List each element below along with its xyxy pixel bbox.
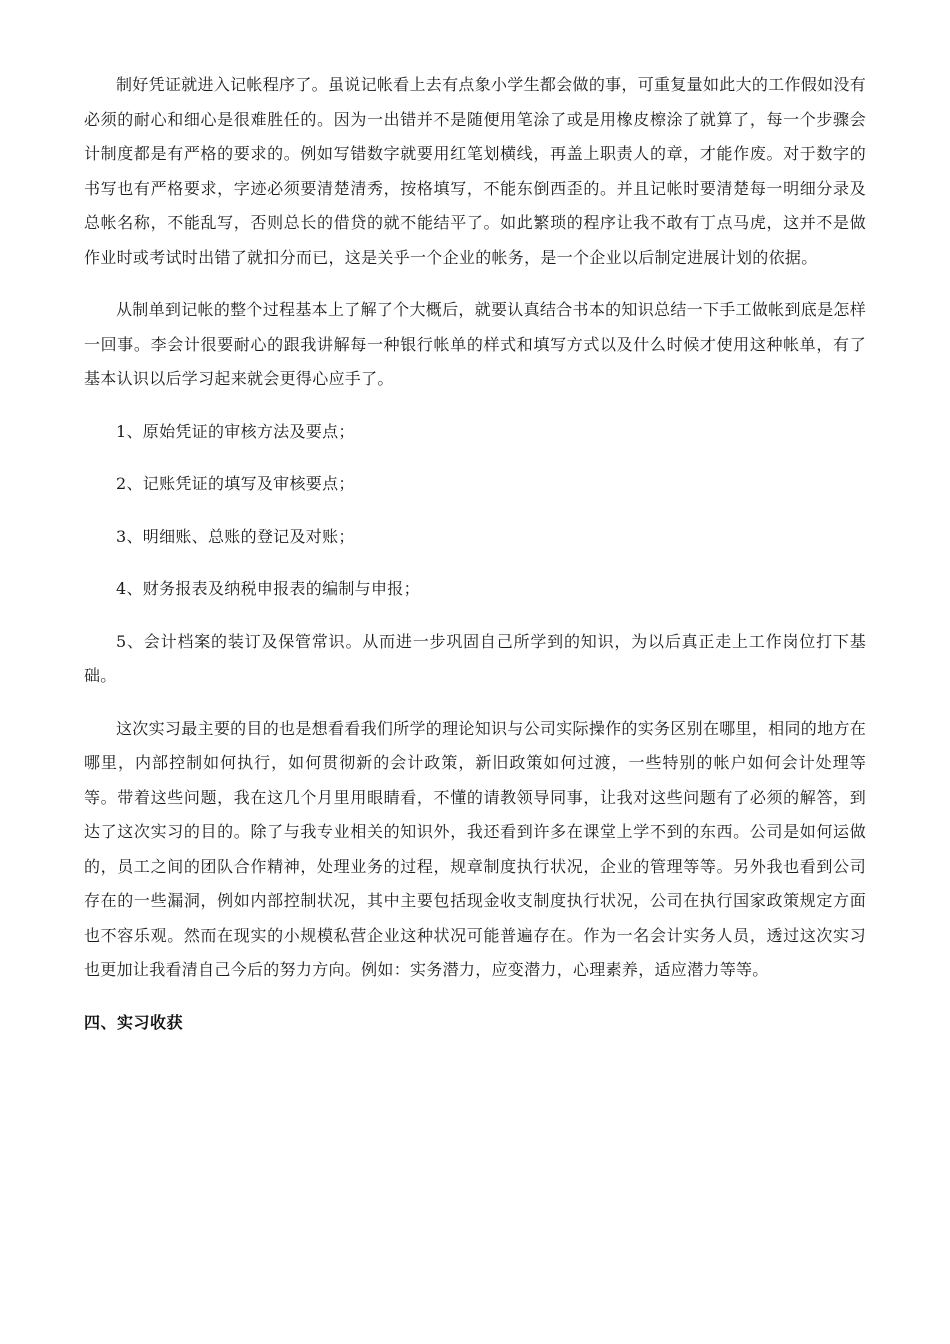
list-item-1: 1、原始凭证的审核方法及要点； xyxy=(116,421,355,441)
list-item-4: 4、财务报表及纳税申报表的编制与申报； xyxy=(116,579,420,598)
document-body xyxy=(84,68,866,1040)
list-item-3: 3、明细账、总账的登记及对账； xyxy=(116,526,355,546)
paragraph-internship-purpose: 这次实习最主要的目的也是想看看我们所学的理论知识与公司实际操作的实务区别在哪里，相同的地方在哪里，内部控制如何执行，如何贯彻新的会计政策，新旧政策如何过渡，一些特别的帐户如何会计处理等等。带着这些问题，我在这几个月里用眼睛看，不懂的请教领导同事，让我对这些问题有了必须的解答，到达了这次实习的目的。除了与我专业相关的知识外，我还看到许多在课堂上学不到的东西。公司是如何运做的，员工之间的团队合作精神，处理业务的过程，规章制度执行状况，企业的管理等等。另外我也看到公司存在的一些漏洞，例如内部控制状况，其中主要包括现金收支制度执行状况，公司在执行国家政策规定方面也不容乐观。然而在现实的小规模私营企业这种状况可能普遍存在。作为一名会计实务人员，透过这次实习也更加让我看清自己今后的努力方向。例如：实务潜力，应变潜力，心理素养，适应潜力等等。 xyxy=(84,718,866,979)
section-heading: 四、实习收获 xyxy=(84,1012,184,1032)
list-item-5: 5、会计档案的装订及保管常识。从而进一步巩固自己所学到的知识，为以后真正走上工作岗位打下基础。 xyxy=(84,631,866,685)
list-item-2: 2、记账凭证的填写及审核要点； xyxy=(116,474,355,493)
paragraph-manual-accounting: 从制单到记帐的整个过程基本上了解了个大概后，就要认真结合书本的知识总结一下手工做帐到底是怎样一回事。李会计很要耐心的跟我讲解每一种银行帐单的样式和填写方式以及什么时候才使用这种帐单，有了基本认识以后学习起来就会更得心应手了。 xyxy=(84,300,866,388)
paragraph-bookkeeping: 制好凭证就进入记帐程序了。虽说记帐看上去有点象小学生都会做的事，可重复量如此大的工作假如没有必须的耐心和细心是很难胜任的。因为一出错并不是随便用笔涂了或是用橡皮檫涂了就算了，每一个步骤会计制度都是有严格的要求的。例如写错数字就要用红笔划横线，再盖上职责人的章，才能作废。对于数字的书写也有严格要求，字迹必须要清楚清秀，按格填写，不能东倒西歪的。并且记帐时要清楚每一明细分录及总帐名称，不能乱写，否则总长的借贷的就不能结平了。如此繁琐的程序让我不敢有丁点马虎，这并不是做作业时或考试时出错了就扣分而已，这是关乎一个企业的帐务，是一个企业以后制定进展计划的依据。 xyxy=(84,75,866,267)
